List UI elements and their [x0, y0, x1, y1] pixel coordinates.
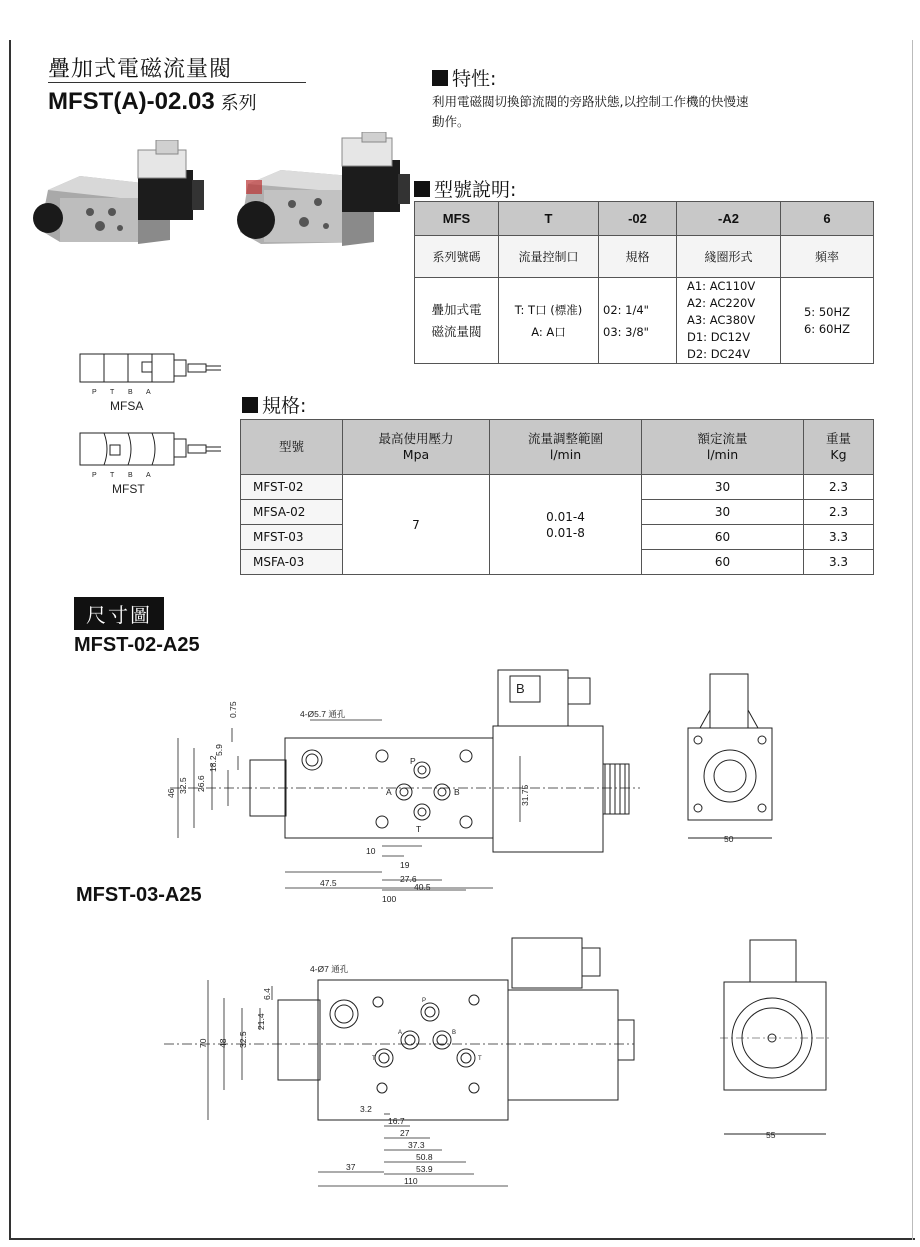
spec-rated: 60: [642, 525, 804, 550]
symbol-mfsa: [76, 346, 226, 416]
symbol-mfst-label: MFST: [112, 482, 145, 496]
spec-weight: 3.3: [804, 525, 874, 550]
title-divider: [48, 82, 306, 83]
svg-text:100: 100: [382, 894, 397, 904]
svg-text:70: 70: [198, 1038, 208, 1048]
svg-text:110: 110: [404, 1176, 418, 1186]
page-frame-right: [912, 40, 913, 1240]
svg-text:P: P: [422, 998, 427, 1004]
svg-text:B: B: [452, 1030, 457, 1036]
connector-label: B: [516, 681, 525, 696]
svg-text:18.2: 18.2: [208, 755, 218, 772]
label-port: 流量控制口: [499, 236, 599, 278]
svg-text:P: P: [410, 756, 416, 766]
port-b: B: [128, 472, 133, 479]
dimension-title-02: MFST-02-A25: [74, 634, 200, 656]
code-coil: -A2: [677, 202, 781, 236]
drawing-mfst-03-front: [160, 930, 640, 1195]
features-heading: 特性:: [432, 64, 496, 91]
svg-text:3.2: 3.2: [360, 1104, 372, 1114]
svg-text:6.4: 6.4: [262, 988, 272, 1000]
port-t: T: [110, 472, 115, 479]
detail-coil: A1: AC110V A2: AC220V A3: AC380V D1: DC12V D2: DC24V: [677, 278, 781, 364]
symbol-mfsa-label: MFSA: [110, 399, 144, 413]
svg-text:46: 46: [166, 788, 176, 798]
square-bullet-icon: [432, 70, 448, 86]
product-photo-right: [226, 132, 416, 250]
svg-text:16.7: 16.7: [388, 1116, 405, 1126]
port-a: A: [146, 472, 151, 479]
drawing-mfst-03-side: [716, 938, 834, 1148]
svg-text:40.5: 40.5: [414, 882, 431, 892]
product-model: [48, 88, 257, 116]
model-code-heading: 型號說明:: [414, 175, 516, 202]
dimension-badge: 尺寸圖: [74, 597, 164, 630]
svg-text:A: A: [386, 787, 392, 797]
spec-weight: 2.3: [804, 475, 874, 500]
spec-model: MSFA-03: [241, 550, 343, 575]
svg-text:37: 37: [346, 1162, 356, 1172]
spec-header-pressure: 最高使用壓力 Mpa: [343, 420, 490, 475]
svg-text:19: 19: [400, 860, 410, 870]
page-frame-bottom: [9, 1238, 915, 1240]
hole-note: 4-Ø5.7 通孔: [300, 709, 346, 719]
drawing-mfst-02-front: [160, 660, 650, 910]
svg-text:A: A: [398, 1030, 403, 1036]
label-freq: 頻率: [781, 236, 874, 278]
svg-text:47.5: 47.5: [320, 878, 337, 888]
spec-model: MFST-03: [241, 525, 343, 550]
spec-model: MFST-02: [241, 475, 343, 500]
features-text: 利用電磁閥切換節流閥的旁路狀態,以控制工作機的快慢速動作。: [432, 94, 749, 129]
detail-size: 02: 1/4" 03: 3/8": [599, 278, 677, 364]
specs-heading: 規格:: [242, 391, 306, 418]
page-frame-left: [9, 40, 11, 1240]
svg-text:T: T: [416, 824, 422, 834]
spec-header-range: 流量調整範圍 l/min: [490, 420, 642, 475]
table-row: [241, 475, 874, 500]
svg-text:32.5: 32.5: [238, 1031, 248, 1048]
svg-text:53.9: 53.9: [416, 1164, 433, 1174]
side-width: 50: [724, 834, 734, 844]
svg-text:T: T: [372, 1056, 376, 1062]
port-p: P: [92, 389, 97, 396]
dimension-title-03: MFST-03-A25: [76, 884, 202, 906]
code-freq: 6: [781, 202, 874, 236]
model-code-table: [414, 201, 874, 364]
code-size: -02: [599, 202, 677, 236]
svg-text:31.75: 31.75: [520, 784, 530, 806]
svg-text:10: 10: [366, 846, 376, 856]
svg-text:26.6: 26.6: [196, 775, 206, 792]
square-bullet-icon: [242, 397, 258, 413]
spec-weight: 2.3: [804, 500, 874, 525]
svg-text:T: T: [478, 1056, 482, 1062]
spec-header-model: 型號: [241, 420, 343, 475]
label-series: 系列號碼: [415, 236, 499, 278]
side-width: 55: [766, 1130, 776, 1140]
port-b: B: [128, 389, 133, 396]
spec-model: MFSA-02: [241, 500, 343, 525]
port-p: P: [92, 472, 97, 479]
product-title: 疊加式電磁流量閥: [48, 57, 233, 82]
symbol-mfst: [76, 425, 226, 497]
spec-header-weight: 重量 Kg: [804, 420, 874, 475]
code-series: MFS: [415, 202, 499, 236]
square-bullet-icon: [414, 181, 430, 197]
svg-text:50.8: 50.8: [416, 1152, 433, 1162]
detail-freq: 5: 50HZ 6: 60HZ: [781, 278, 874, 364]
svg-text:48: 48: [218, 1038, 228, 1048]
label-coil: 綫圈形式: [677, 236, 781, 278]
svg-text:0.75: 0.75: [228, 701, 238, 718]
spec-rated: 30: [642, 500, 804, 525]
specs-table: [240, 419, 874, 575]
drawing-mfst-02-side: [680, 670, 790, 850]
detail-series: 疊加式電 磁流量閥: [415, 278, 499, 364]
detail-port: T: T口 (標准) A: A口: [499, 278, 599, 364]
model-number: MFST(A)-02.03: [48, 88, 215, 115]
product-photo-left: [20, 140, 210, 250]
label-size: 規格: [599, 236, 677, 278]
port-t: T: [110, 389, 115, 396]
spec-flow-range: 0.01-4 0.01-8: [490, 475, 642, 575]
svg-text:B: B: [454, 787, 460, 797]
spec-pressure: 7: [343, 475, 490, 575]
svg-text:32.5: 32.5: [178, 777, 188, 794]
hole-note: 4-Ø7 通孔: [310, 964, 349, 974]
svg-text:21.4: 21.4: [256, 1013, 266, 1030]
svg-text:5.9: 5.9: [214, 744, 224, 756]
svg-text:27: 27: [400, 1128, 410, 1138]
spec-header-rated: 額定流量 l/min: [642, 420, 804, 475]
model-series: 系列: [220, 93, 257, 114]
svg-text:37.3: 37.3: [408, 1140, 425, 1150]
spec-rated: 30: [642, 475, 804, 500]
code-port: T: [499, 202, 599, 236]
port-a: A: [146, 389, 151, 396]
svg-text:27.6: 27.6: [400, 874, 417, 884]
spec-weight: 3.3: [804, 550, 874, 575]
spec-rated: 60: [642, 550, 804, 575]
